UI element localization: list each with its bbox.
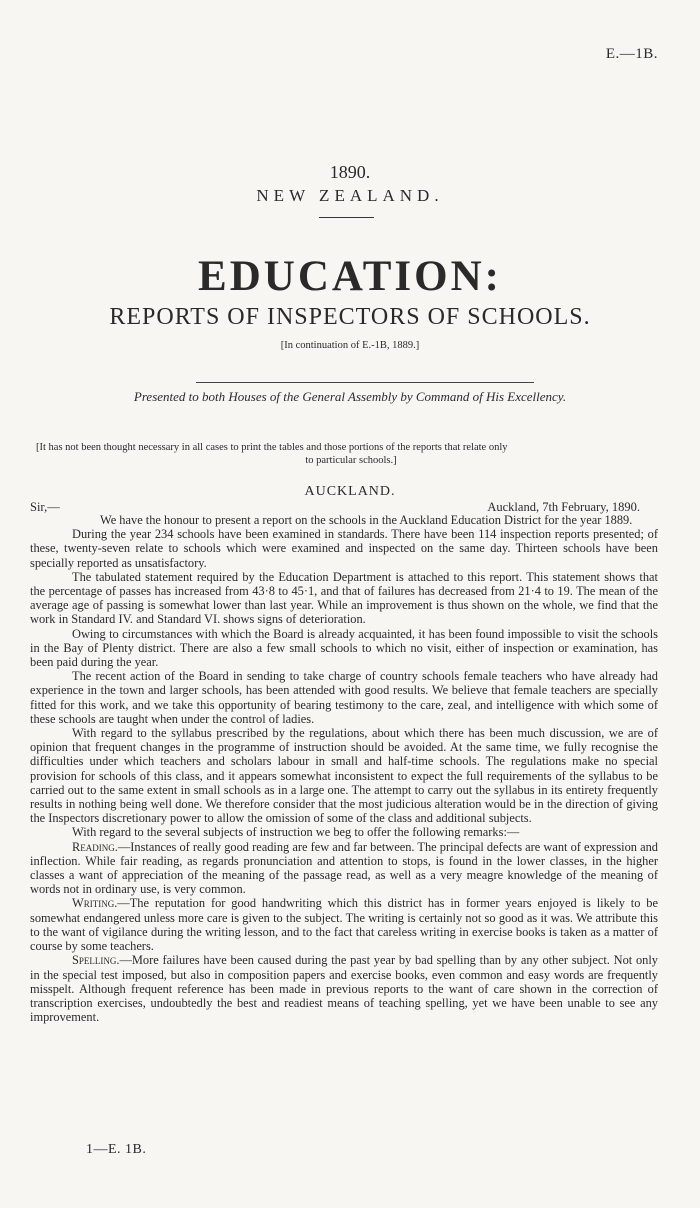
country-heading: NEW ZEALAND. [256,186,444,205]
paragraph-7: With regard to the several subjects of instruction we beg to offer the following remarks:— [72,825,520,840]
document-year: 1890. [329,162,371,182]
section-heading: AUCKLAND. [304,484,396,499]
reading-text: —Instances of really good reading are few and far between. The principal defects are want of expression and inflection. While fair reading, as regards pronunciation and attention to stops, is found in the lower classes, in the higher classes a want of appreciation of the meaning of the passage read, as well as a very meagre knowledge of the meaning of words not in ordinary use, is very common. [30,839,658,897]
reading-heading: Reading. [72,839,118,854]
editorial-note [36,441,666,467]
short-divider [319,217,374,218]
long-divider [196,382,534,383]
paragraph-2: During the year 234 schools have been examined in standards. There have been 114 inspection reports presented; of these, twenty-seven relate to schools which were examined and inspected on the same day. Thirteen schools have been specially reported as unsatisfactory. [30,527,658,570]
page-footer: 1—E. 1B. [86,1142,147,1157]
paragraph-1: We have the honour to present a report on the schools in the Auckland Education District for the year 1889. [100,513,633,527]
page-reference: E.—1B. [605,46,658,62]
reading-paragraph [30,840,658,897]
paragraph-4: Owing to circumstances with which the Board is already acquainted, it has been found impossible to visit the schools in the Bay of Plenty district. There are also a few small schools to which no visit, either of inspection or examination, has been paid during the year. [30,626,658,670]
spelling-text: —More failures have been caused during the past year by bad spelling than by any other subject. Not only in the special test imposed, but also in composition papers and exercise books, even common and easy words are frequently misspelt. Although frequent reference has been made in previous reports to the want of care shown in the correction of transcription exercises, undoubtedly the best and readiest means of teaching spelling, yet we have been unable to see any improvement. [30,953,658,1025]
note-line-2: to particular schools.] [305,455,397,466]
writing-heading: Writing. [72,896,118,911]
note-line-1: [It has not been thought necessary in all cases to print the tables and those portions of the reports that relate only [36,442,508,453]
sub-title: REPORTS OF INSPECTORS OF SCHOOLS. [109,304,591,330]
continuation-note: [In continuation of E.-1B, 1889.] [280,340,420,351]
writing-text: —The reputation for good handwriting which this district has in former years enjoyed is likely to be somewhat endangered unless more care is given to the subject. The writing is certainly not so good as it was. We attribute this to the want of vigilance during the writing lesson, and to the fact that careless writing in exercise books is taken as a matter of course by some teachers. [30,896,658,954]
spelling-heading: Spelling. [72,953,120,968]
report-body [30,513,658,1024]
writing-paragraph [30,896,658,953]
paragraph-3: The tabulated statement required by the Education Department is attached to this report. This statement shows that the percentage of passes has increased from 43·8 to 45·1, and that of failures has decreased from 21·4 to 19. The mean of the average age of passing is somewhat lower than last year. While an improvement is thus shown on the whole, we find that the work in Standard IV. and Standard VI. shows signs of deterioration. [30,569,658,627]
presented-line: Presented to both Houses of the General Assembly by Command of His Excellency. [133,389,567,404]
place-date: Auckland, 7th February, 1890. [487,500,640,514]
paragraph-6: With regard to the syllabus prescribed by the regulations, about which there has been much discussion, we are of opinion that frequent changes in the programme of instruction should be avoided. At the same time, we fully recognise the difficulties under which teachers and scholars labour in small and half-time schools. The regulations make no special provision for schools of this class, and it appears somewhat inconsistent to expect the full requirements of the syllabus to be carried out to the same extent in small schools as in a large one. The attempt to carry out the syllabus in its entirety frequently results in nothing being well done. We therefore consider that the most judicious alteration would be in the direction of giving the Inspectors discretionary power to allow the omission of some of the class and additional subjects. [30,726,658,826]
spelling-paragraph [30,953,658,1024]
salutation: Sir,— [30,500,60,514]
paragraph-5: The recent action of the Board in sending to take charge of country schools female teachers who have already had experience in the town and larger schools, has been attended with good results. We believe that female teachers are specially fitted for this work, and we take this opportunity of bearing testimony to the care, zeal, and intelligence with which some of these schools are taught when under the control of ladies. [30,669,658,726]
main-title: EDUCATION: [198,253,502,300]
